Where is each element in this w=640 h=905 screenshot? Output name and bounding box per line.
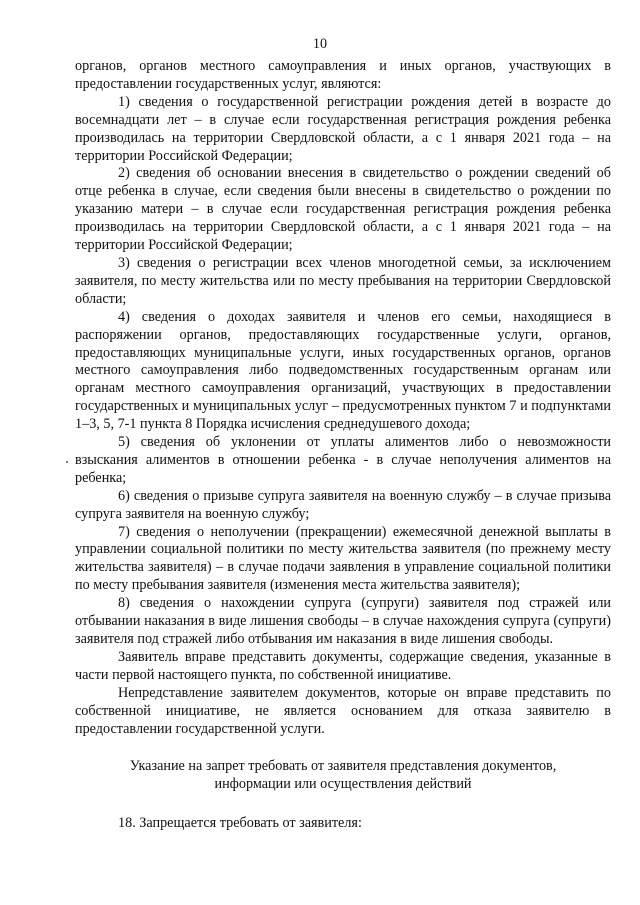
list-item-1: 1) сведения о государственной регистрации рождения детей в возрасте до восемнадцати лет – в случае если государственная регистрация рождения ребенка производилась на территории Свердловской области, а с 1 января 2021 года – на территории Российской Федерации; bbox=[75, 93, 611, 164]
list-item-8: 8) сведения о нахождении супруга (супруги) заявителя под стражей или отбывании наказания в виде лишения свободы – в случае нахождения супруга (супруги) заявителя под стражей либо отбывания им наказания в виде лишения свободы. bbox=[75, 595, 611, 647]
list-item-3: 3) сведения о регистрации всех членов многодетной семьи, за исключением заявителя, по месту жительства или по месту пребывания на территории Свердловской области; bbox=[75, 254, 611, 307]
section-heading-line-2: информации или осуществления действий bbox=[214, 776, 472, 793]
list-item-5: 5) сведения об уклонении от уплаты алиментов либо о невозможности взыскания алиментов в отношении ребенка - в случае неполучения алиментов на ребенка; bbox=[75, 434, 611, 486]
page-number: 10 bbox=[312, 36, 328, 52]
scan-dot-mark bbox=[66, 461, 68, 463]
paragraph-intro: органов, органов местного самоуправления и иных органов, участвующих в предоставлении государственных услуг, являются: bbox=[75, 58, 611, 92]
list-item-4: 4) сведения о доходах заявителя и членов его семьи, находящиеся в распоряжении органов, предоставляющих государственные услуги, органов, предоставляющих муниципальные услуги, иных государственных органов, органов местного самоуправления либо подведомственных государственным органам или органам местного самоуправления организаций, участвующих в предоставлении государственных и муниципальных услуг – предусмотренных пунктом 7 и подпунктами 1–3, 5, 7-1 пункта 8 Порядка исчисления среднедушевого дохода; bbox=[75, 308, 611, 433]
paragraph-applicant-right: Заявитель вправе представить документы, содержащие сведения, указанные в части первой настоящего пункта, по собственной инициативе. bbox=[75, 648, 611, 683]
paragraph-18: 18. Запрещается требовать от заявителя: bbox=[118, 815, 362, 832]
list-item-7: 7) сведения о неполучении (прекращении) ежемесячной денежной выплаты в управлении социальной политики по месту жительства заявителя (по прежнему месту жительства заявителя) – в случае подачи заявления в управление социальной политики по месту пребывания заявителя (изменения места жительства заявителя); bbox=[75, 523, 611, 594]
paragraph-non-submission: Непредставление заявителем документов, которые он вправе представить по собственной инициативе, не является основанием для отказа заявителю в предоставлении государственной услуги. bbox=[75, 684, 611, 737]
section-heading-line-1: Указание на запрет требовать от заявителя представления документов, bbox=[129, 758, 557, 775]
list-item-6: 6) сведения о призыве супруга заявителя на военную службу – в случае призыва супруга заявителя на военную службу; bbox=[75, 487, 611, 522]
document-body bbox=[75, 58, 611, 833]
list-item-2: 2) сведения об основании внесения в свидетельство о рождении сведений об отце ребенка в случае, если сведения были внесены в свидетельство о рождении по указанию матери – в случае если государственная регистрация рождения ребенка производилась на территории Свердловской области, а с 1 января 2021 года – на территории Российской Федерации; bbox=[75, 165, 611, 254]
